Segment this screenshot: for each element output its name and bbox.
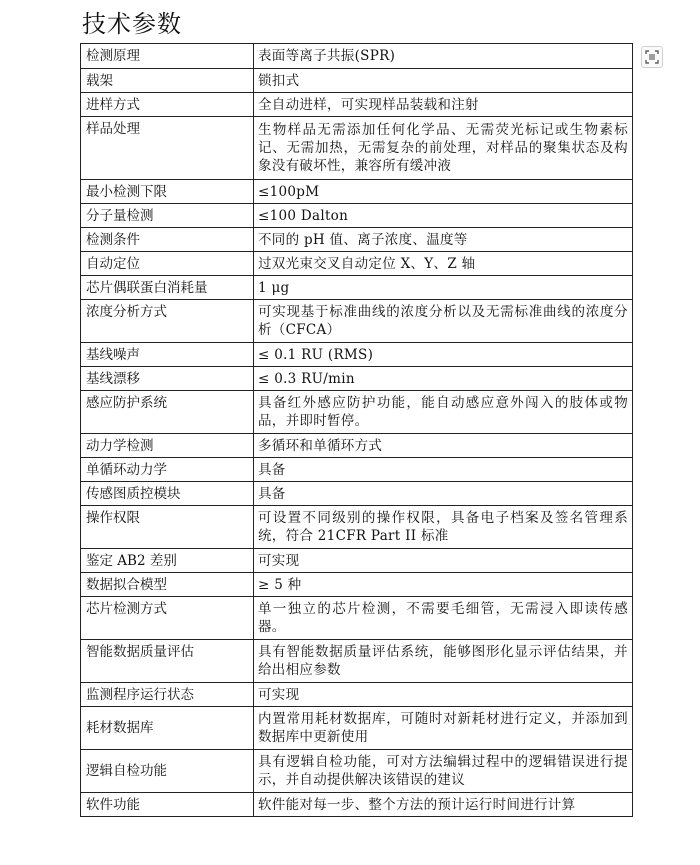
param-label: 操作权限 [81, 506, 254, 549]
param-value: 具有智能数据质量评估系统，能够图形化显示评估结果，并给出相应参数 [254, 640, 633, 683]
param-value: 可实现 [254, 683, 633, 707]
table-row [81, 180, 633, 204]
param-value: 可实现基于标准曲线的浓度分析以及无需标准曲线的浓度分析（CFCA） [254, 300, 633, 343]
param-label: 逻辑自检功能 [81, 750, 254, 793]
table-row [81, 793, 633, 817]
table-row [81, 252, 633, 276]
param-value: 多循环和单循环方式 [254, 434, 633, 458]
param-value: 具有逻辑自检功能，可对方法编辑过程中的逻辑错误进行提示，并自动提供解决该错误的建议 [254, 750, 633, 793]
table-row [81, 117, 633, 180]
table-row [81, 391, 633, 434]
param-value: 生物样品无需添加任何化学品、无需荧光标记或生物素标记、无需加热，无需复杂的前处理，对样品的聚集状态及构象没有破坏性，兼容所有缓冲液 [254, 117, 633, 180]
table-row [81, 276, 633, 300]
param-value: 全自动进样，可实现样品装载和注射 [254, 93, 633, 117]
param-label: 单循环动力学 [81, 458, 254, 482]
scan-document-glyph [645, 50, 659, 64]
param-value: ≤100pM [254, 180, 633, 204]
param-label: 浓度分析方式 [81, 300, 254, 343]
param-value: 具备红外感应防护功能，能自动感应意外闯入的肢体或物品，并即时暂停。 [254, 391, 633, 434]
table-row [81, 549, 633, 573]
param-label: 智能数据质量评估 [81, 640, 254, 683]
param-label: 传感图质控模块 [81, 482, 254, 506]
table-row [81, 300, 633, 343]
param-label: 动力学检测 [81, 434, 254, 458]
table-row [81, 597, 633, 640]
param-label: 样品处理 [81, 117, 254, 180]
param-label: 软件功能 [81, 793, 254, 817]
param-label: 载架 [81, 69, 254, 93]
param-value: 具备 [254, 482, 633, 506]
param-label: 自动定位 [81, 252, 254, 276]
param-value: 表面等离子共振(SPR) [254, 44, 633, 69]
param-label: 监测程序运行状态 [81, 683, 254, 707]
table-row [81, 506, 633, 549]
param-value: 不同的 pH 值、离子浓度、温度等 [254, 228, 633, 252]
param-value: 内置常用耗材数据库，可随时对新耗材进行定义，并添加到数据库中更新使用 [254, 707, 633, 750]
table-row [81, 458, 633, 482]
param-label: 芯片检测方式 [81, 597, 254, 640]
table-row [81, 69, 633, 93]
param-value: ≤ 0.3 RU/min [254, 367, 633, 391]
table-row [81, 367, 633, 391]
param-value: 过双光束交叉自动定位 X、Y、Z 轴 [254, 252, 633, 276]
table-row [81, 573, 633, 597]
table-row [81, 204, 633, 228]
param-value: 1 μg [254, 276, 633, 300]
table-row [81, 44, 633, 69]
param-label: 基线噪声 [81, 343, 254, 367]
param-label: 基线漂移 [81, 367, 254, 391]
param-label: 数据拟合模型 [81, 573, 254, 597]
table-row [81, 228, 633, 252]
scan-document-icon[interactable] [641, 46, 663, 68]
param-label: 分子量检测 [81, 204, 254, 228]
param-label: 检测原理 [81, 44, 254, 69]
param-label: 感应防护系统 [81, 391, 254, 434]
param-label: 芯片偶联蛋白消耗量 [81, 276, 254, 300]
param-value: ≥ 5 种 [254, 573, 633, 597]
param-value: 锁扣式 [254, 69, 633, 93]
page-title: 技术参数 [82, 10, 182, 38]
table-row [81, 750, 633, 793]
param-label: 进样方式 [81, 93, 254, 117]
table-row [81, 343, 633, 367]
table-row [81, 434, 633, 458]
param-value: 可设置不同级别的操作权限，具备电子档案及签名管理系统，符合 21CFR Part II 标准 [254, 506, 633, 549]
table-row [81, 93, 633, 117]
parameters-table [80, 43, 633, 817]
param-value: 软件能对每一步、整个方法的预计运行时间进行计算 [254, 793, 633, 817]
param-value: 具备 [254, 458, 633, 482]
param-label: 检测条件 [81, 228, 254, 252]
table-row [81, 640, 633, 683]
param-label: 耗材数据库 [81, 707, 254, 750]
param-value: ≤100 Dalton [254, 204, 633, 228]
param-value: 单一独立的芯片检测，不需要毛细管，无需浸入即读传感器。 [254, 597, 633, 640]
param-label: 鉴定 AB2 差别 [81, 549, 254, 573]
table-row [81, 482, 633, 506]
param-label: 最小检测下限 [81, 180, 254, 204]
table-row [81, 707, 633, 750]
param-value: 可实现 [254, 549, 633, 573]
param-value: ≤ 0.1 RU (RMS) [254, 343, 633, 367]
table-row [81, 683, 633, 707]
